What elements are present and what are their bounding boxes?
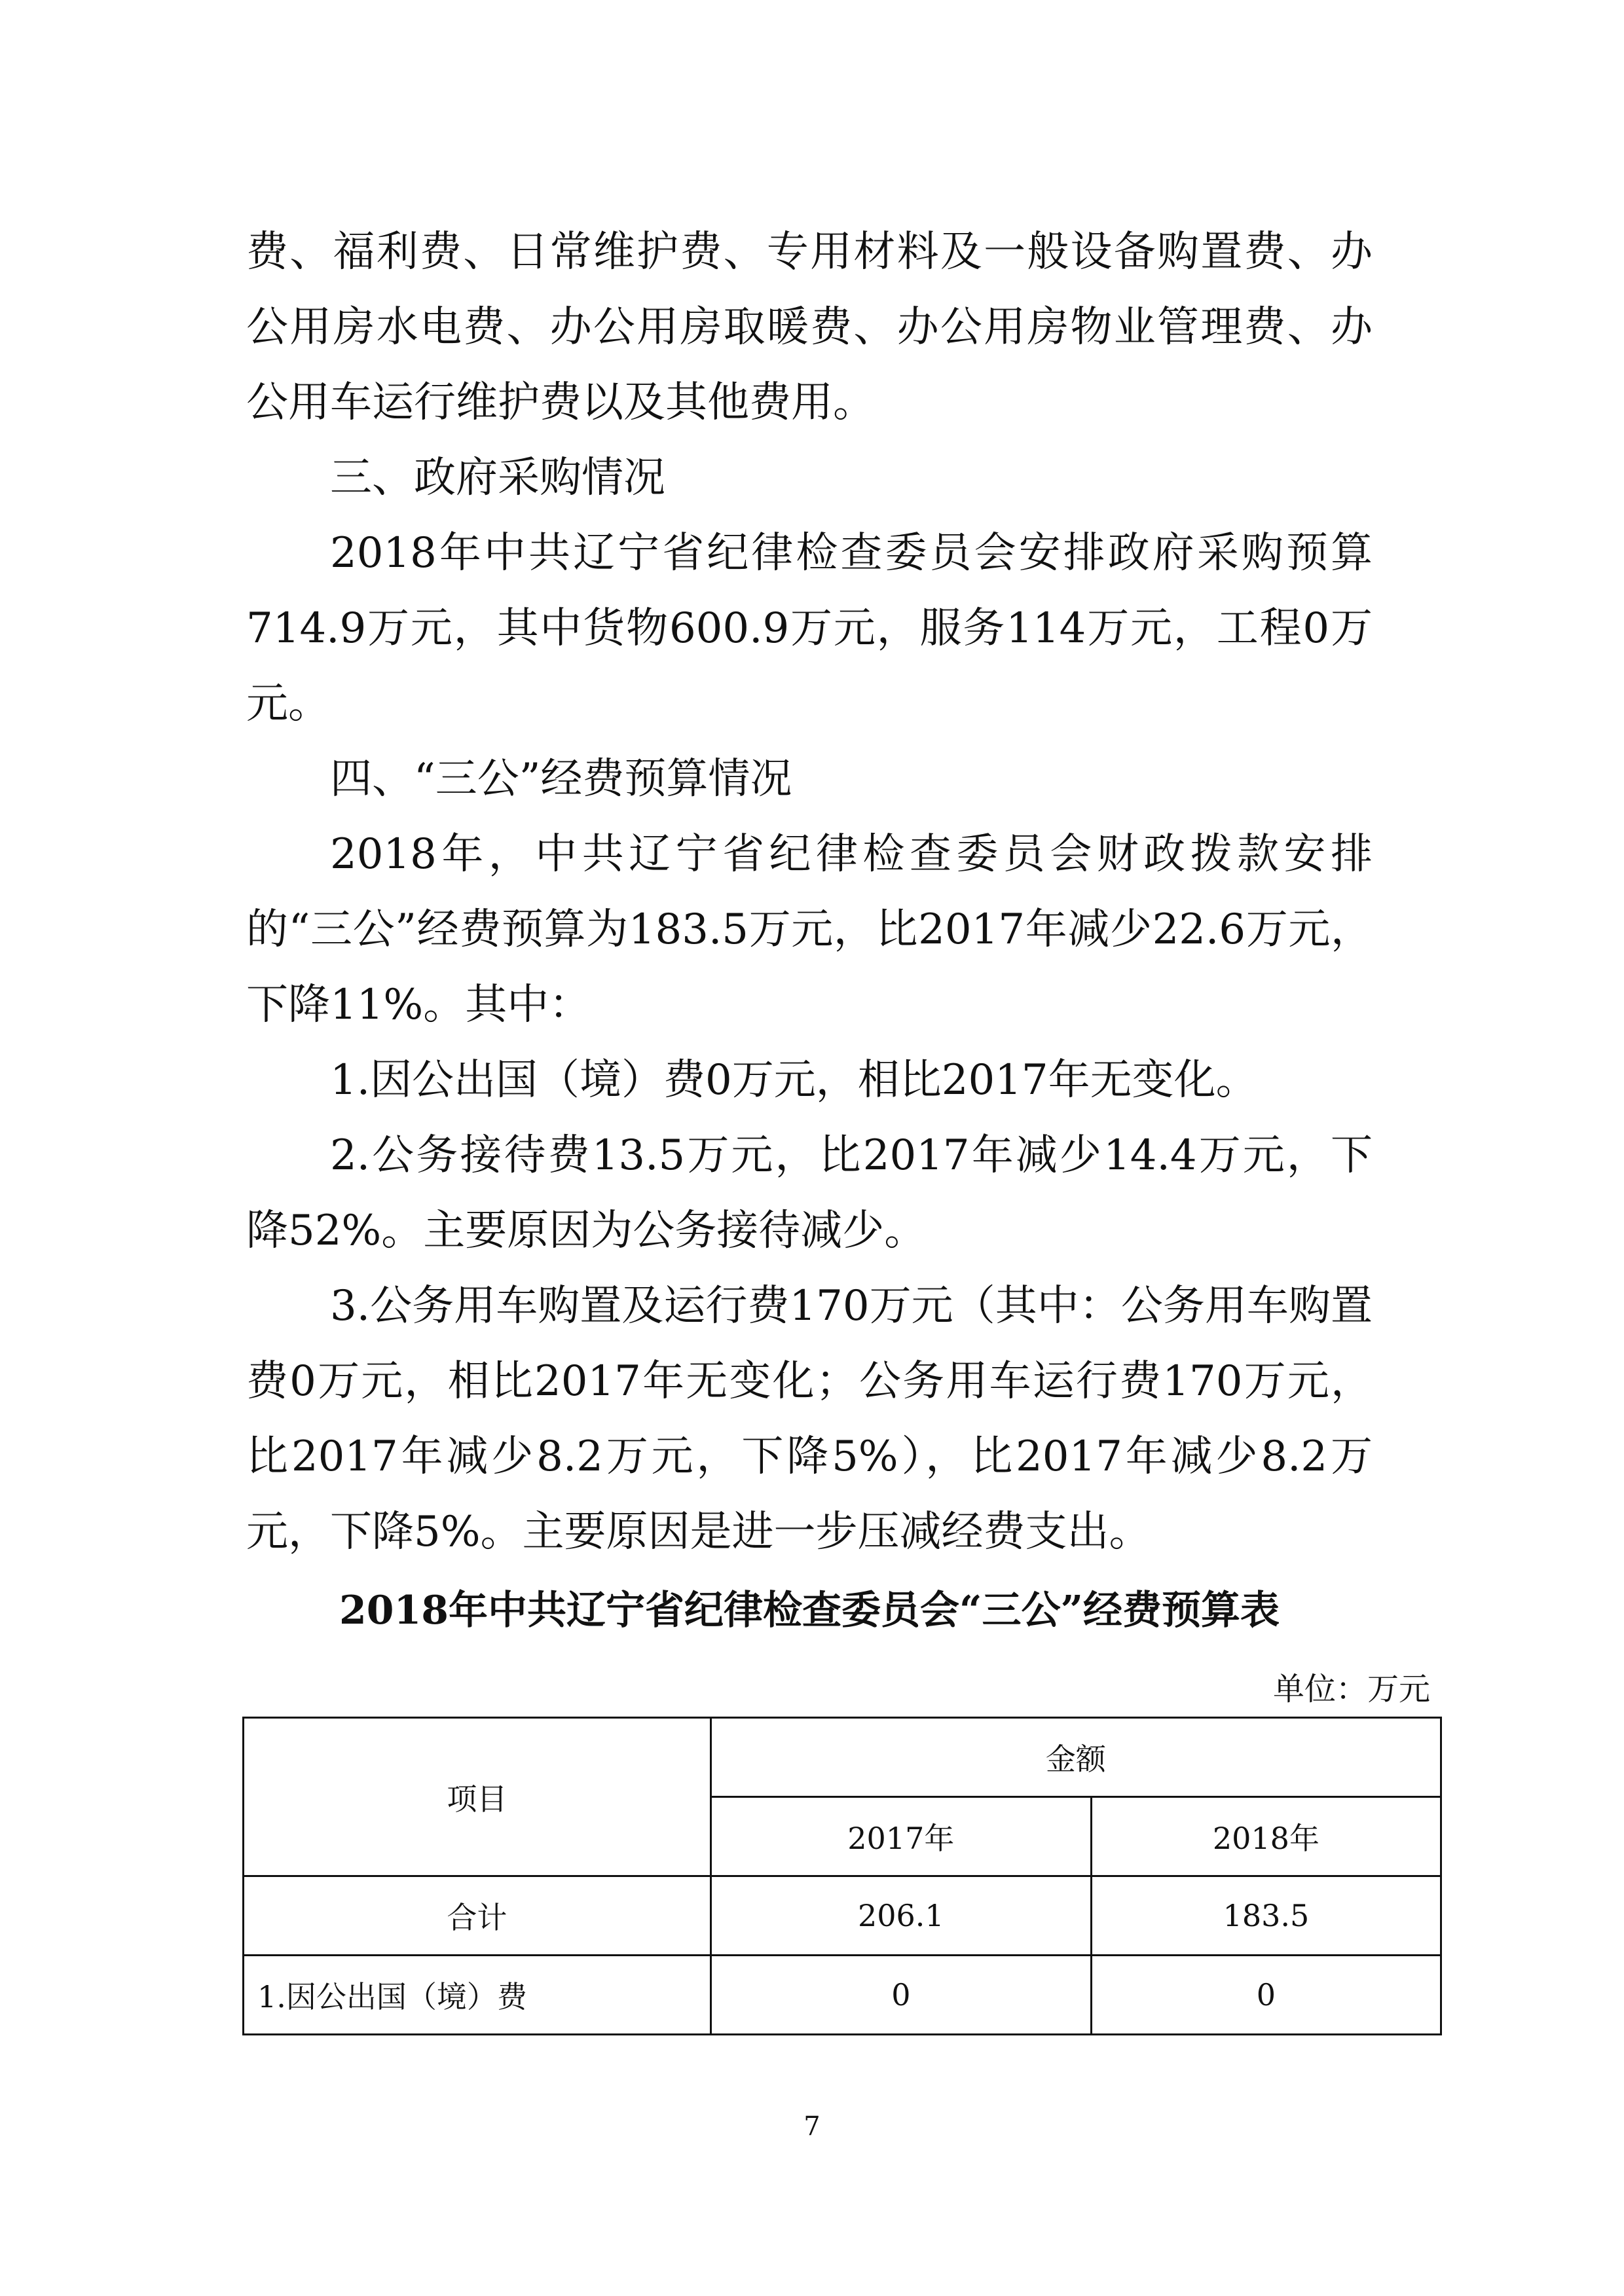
table-row: [244, 1956, 1441, 2035]
header-item: 项目: [244, 1718, 711, 1876]
header-year-2018: 2018年: [1091, 1797, 1441, 1876]
table-header-row: [244, 1718, 1441, 1797]
table-unit-note: 单位：万元: [1272, 1671, 1430, 1707]
document-body: [246, 215, 1373, 1570]
paragraph-procurement-budget: 2018年中共辽宁省纪律检查委员会安排政府采购预算714.9万元，其中货物600.9万元，服务114万元，工程0万元。: [246, 529, 1373, 728]
row-label: 1.因公出国（境）费: [244, 1956, 711, 2035]
row-value-2018: 183.5: [1091, 1876, 1441, 1956]
paragraph-overseas-travel: 1.因公出国（境）费0万元，相比2017年无变化。: [330, 1056, 1258, 1104]
page-number: 7: [803, 2111, 821, 2141]
budget-table: [242, 1717, 1442, 2035]
paragraph-expenses-list: 费、福利费、日常维护费、专用材料及一般设备购置费、办公用房水电费、办公用房取暖费、办公用房物业管理费、办公用车运行维护费以及其他费用。: [246, 228, 1373, 427]
table-caption: 2018年中共辽宁省纪律检查委员会“三公”经费预算表: [339, 1588, 1280, 1633]
row-value-2017: 206.1: [710, 1876, 1091, 1956]
header-amount: 金额: [710, 1718, 1441, 1797]
paragraph-three-public-total: 2018年，中共辽宁省纪律检查委员会财政拨款安排的“三公”经费预算为183.5万元，比2017年减少22.6万元，下降11%。其中：: [246, 830, 1373, 1029]
row-value-2018: 0: [1091, 1956, 1441, 2035]
row-label: 合计: [244, 1876, 711, 1956]
table-row: [244, 1876, 1441, 1956]
paragraph-reception: 2.公务接待费13.5万元，比2017年减少14.4万元，下降52%。主要原因为公务接待减少。: [246, 1131, 1373, 1255]
paragraph-vehicles: 3.公务用车购置及运行费170万元（其中：公务用车购置费0万元，相比2017年无变化；公务用车运行费170万元，比2017年减少8.2万元，下降5%），比2017年减少8.2万元，下降5%。主要原因是进一步压减经费支出。: [246, 1282, 1373, 1556]
header-year-2017: 2017年: [710, 1797, 1091, 1876]
row-value-2017: 0: [710, 1956, 1091, 2035]
heading-government-procurement: 三、政府采购情况: [330, 454, 665, 502]
heading-three-public-expenses: 四、“三公”经费预算情况: [330, 755, 792, 803]
